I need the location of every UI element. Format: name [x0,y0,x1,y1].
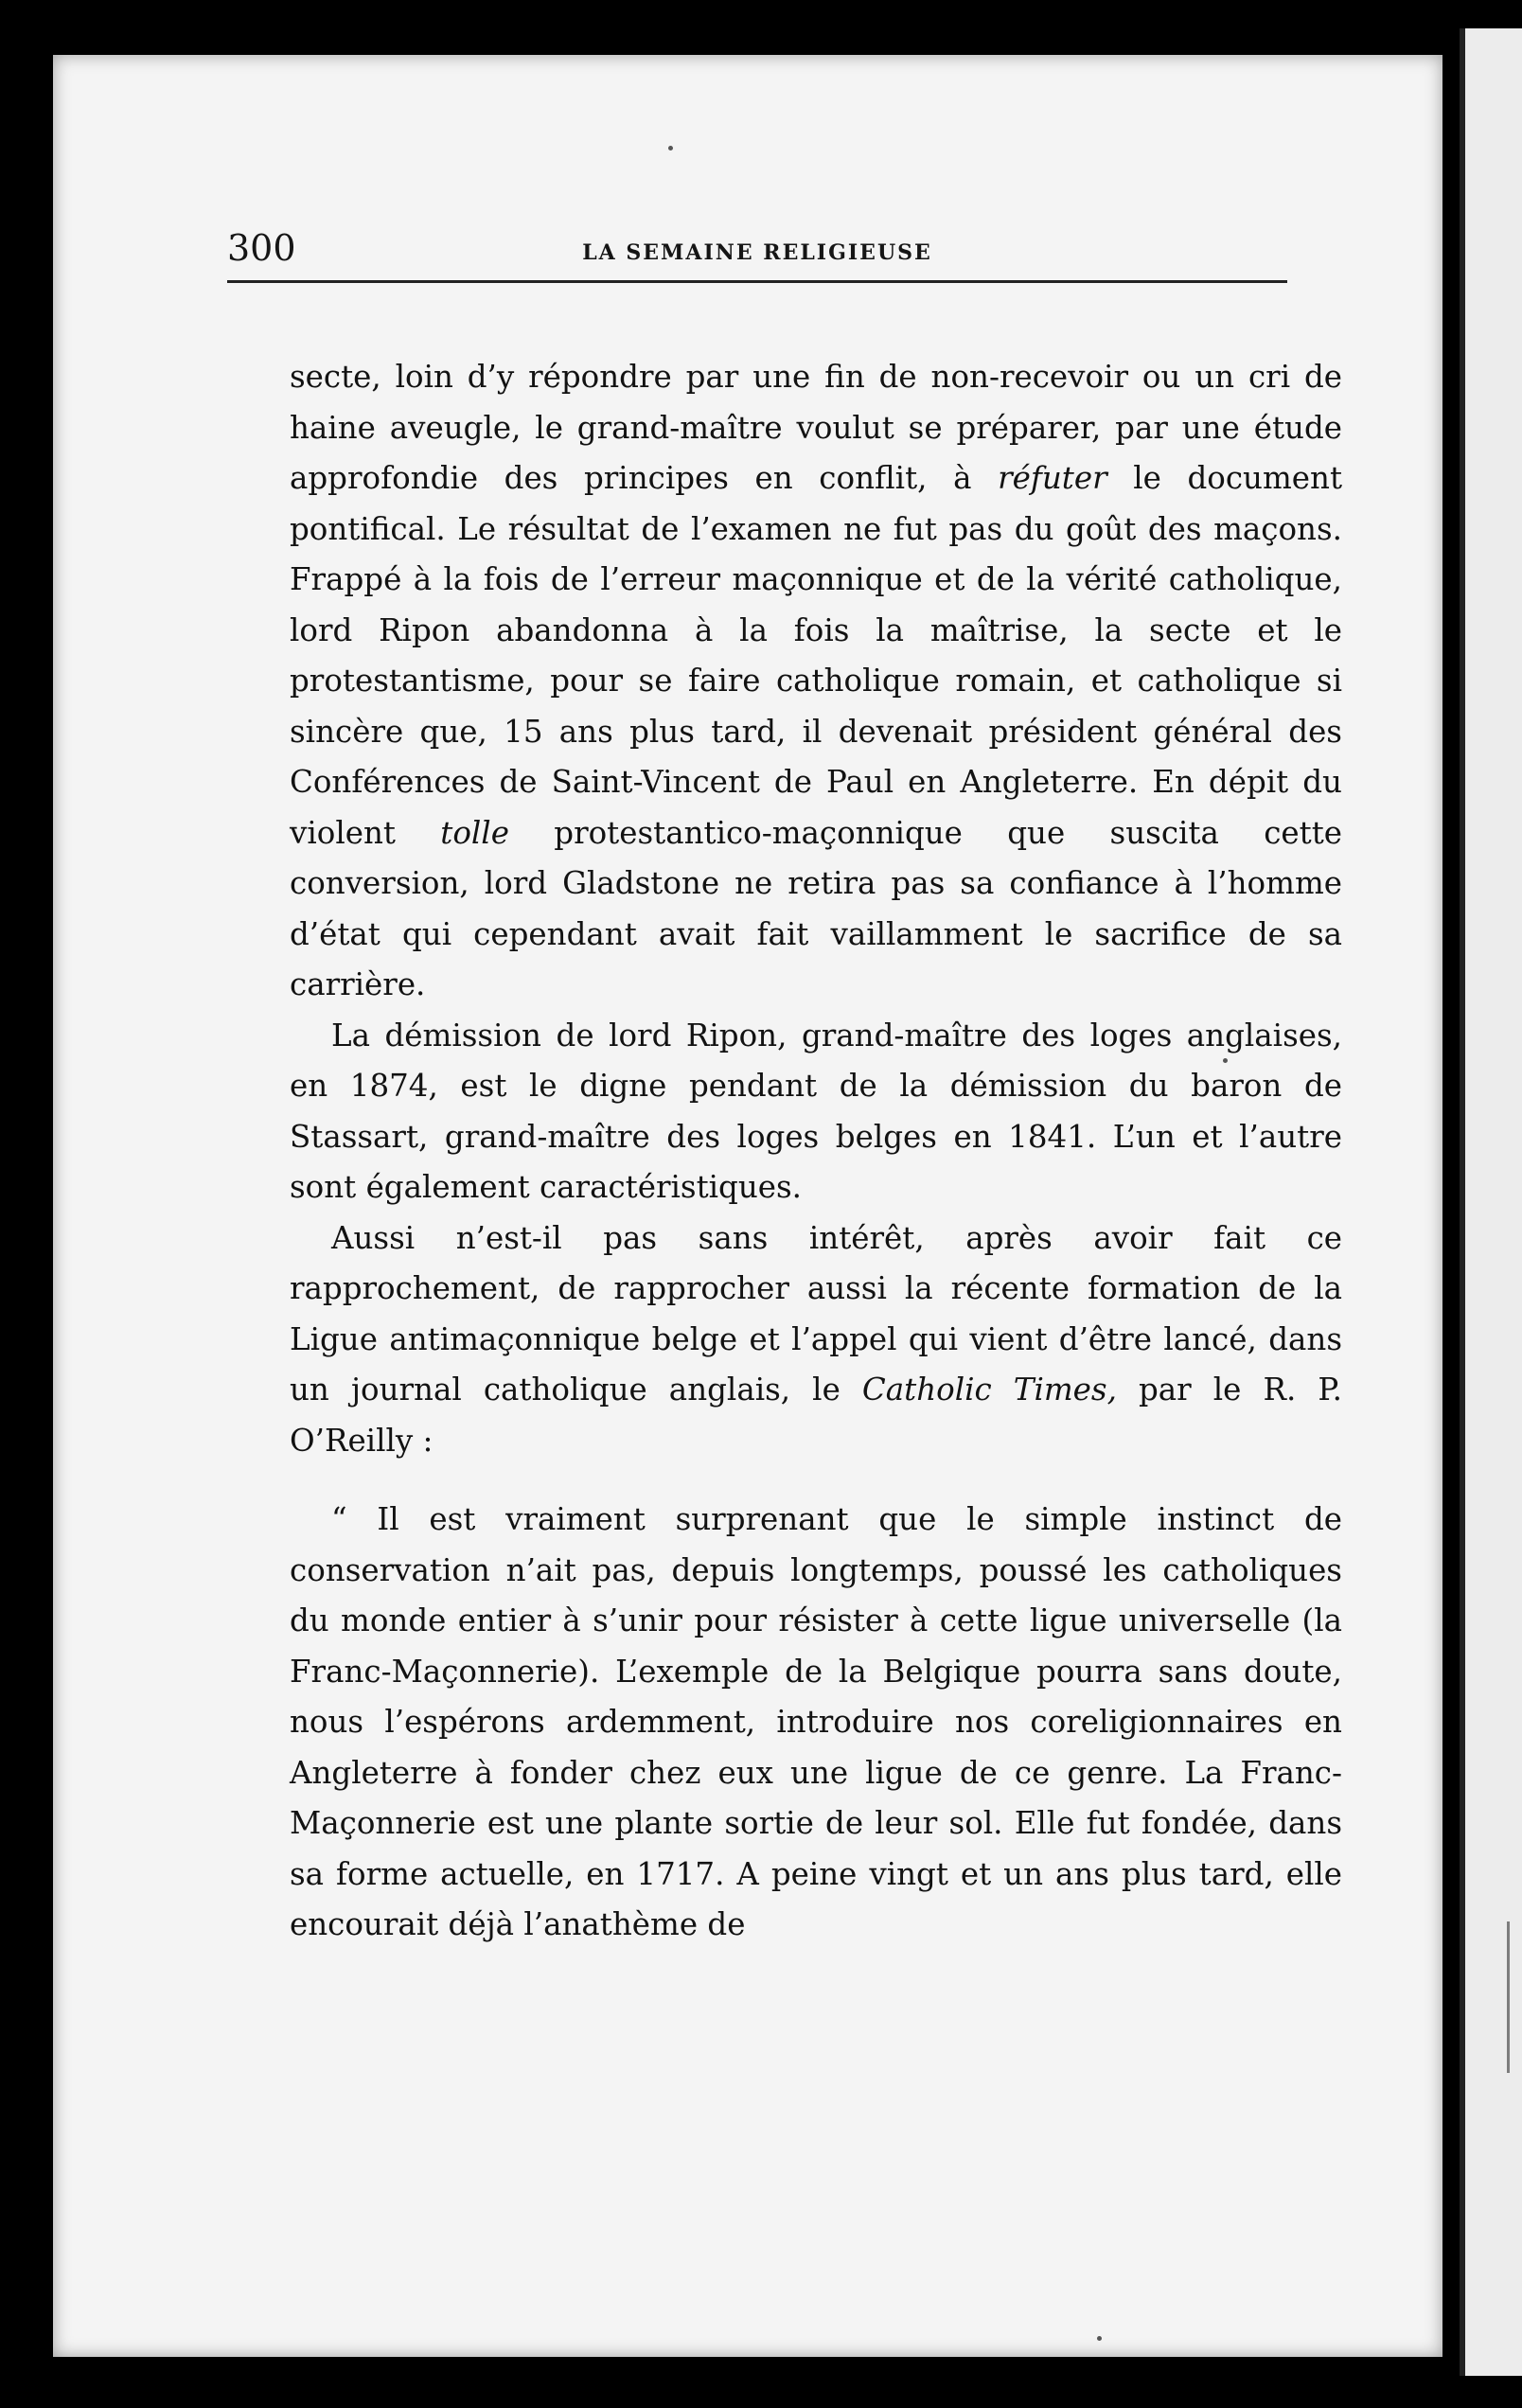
paragraph: La démission de lord Ripon, grand-maître des loges anglaises, en 1874, est le digne pendant de la démission du baron de Stassart, grand-maître des loges belges en 1841. L’un et l’autre sont également caractéristiques. [290,1017,1342,1205]
ink-speck [1097,2336,1102,2341]
running-head: LA SEMAINE RELIGIEUSE [582,240,932,265]
quoted-paragraph: “ Il est vraiment surprenant que le simple instinct de conservation n’ait pas, depuis longtemps, poussé les catholiques du monde entier à s’unir pour résister à cette ligue universelle (la Franc-Maçonnerie). L’exemple de la Belgique pourra sans doute, nous l’espérons ardemment, introduire nos coreligionnaires en Angleterre à fonder chez eux une ligue de ce genre. La Franc-Maçonnerie est une plante sortie de leur sol. Elle fut fondée, dans sa forme actuelle, en 1717. A peine vingt et un ans plus tard, elle encourait déjà l’anathème de [290,1501,1342,1942]
page-header [227,223,1287,283]
italic-term: réfuter [998,460,1107,496]
publication-title: Catholic Times, [861,1372,1117,1408]
italic-term: tolle [440,814,509,851]
paragraph: Aussi n’est-il pas sans intérêt, après avoir fait ce rapprochement, de rapprocher aussi la récente formation de la Ligue antimaçonnique belge et l’appel qui vient d’être lancé, dans un journal catholique anglais, le Catholic Times, par le R. P. O’Reilly : [290,1219,1342,1459]
page-number: 300 [227,227,296,269]
ink-speck [668,146,673,150]
edge-marks [1507,1921,1515,2073]
paragraph: secte, loin d’y répondre par une fin de non-recevoir ou un cri de haine aveugle, le grand-maître voulut se préparer, par une étude approfondie des principes en conflit, à réfuter le document pontifical. Le résultat de l’examen ne fut pas du goût des maçons. Frappé à la fois de l’erreur maçonnique et de la vérité catholique, lord Ripon abandonna à la fois la maîtrise, la secte et le protestantisme, pour se faire catholique romain, et catholique si sincère que, 15 ans plus tard, il devenait président général des Conférences de Saint-Vincent de Paul en Angleterre. En dépit du violent tolle protestantico-maçonnique que suscita cette conversion, lord Gladstone ne retira pas sa confiance à l’homme d’état qui cependant avait fait vaillamment le sacrifice de sa carrière. [290,359,1343,1002]
body-text [290,352,1342,1951]
